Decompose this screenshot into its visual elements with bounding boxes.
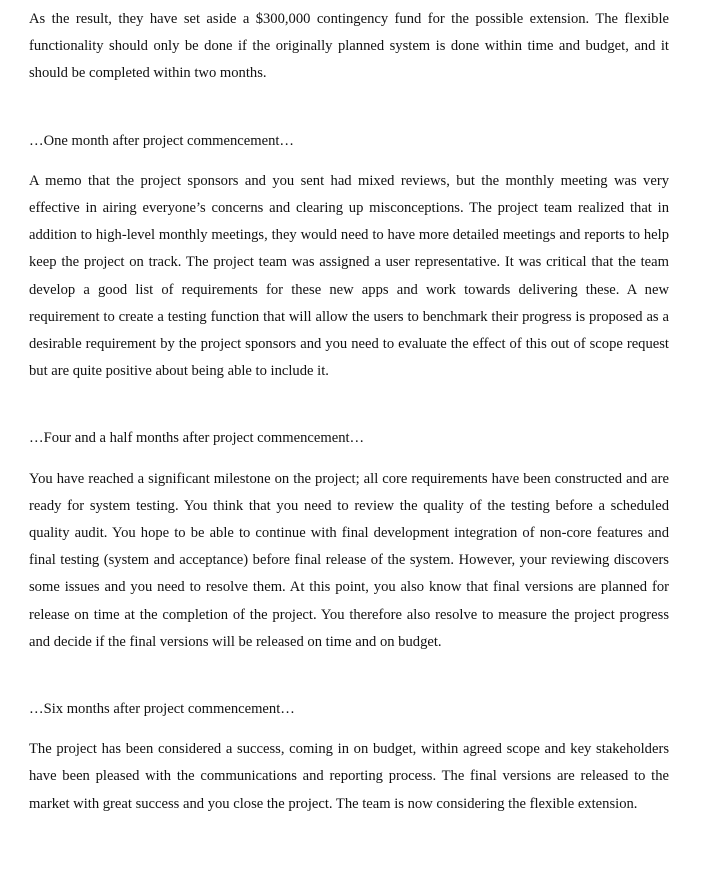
spacer — [29, 155, 669, 168]
spacer — [29, 453, 669, 466]
document-page — [29, 6, 669, 818]
section-heading-one-month: …One month after project commencement… — [29, 132, 295, 149]
spacer — [29, 88, 669, 128]
section-heading-six-months: …Six months after project commencement… — [29, 701, 295, 718]
spacer — [29, 723, 669, 736]
section-body-six-months: The project has been considered a success, coming in on budget, within agreed scope and key stakeholders have been pleased with the communications and reporting process. The final versions are released to the market with great success and you close the project. The team is now considering the flexible extension. — [29, 741, 669, 812]
spacer — [29, 385, 669, 425]
section-body-four-and-a-half-months: You have reached a significant milestone on the project; all core requirements have been constructed and are ready for system testing. You think that you need to review the quality of the testing before a scheduled quality audit. You hope to be able to continue with final development integration of non-core features and final testing (system and acceptance) before final release of the system. However, your reviewing discovers some issues and you need to resolve them. At this point, you also know that final versions are planned for release on time at the completion of the project. You therefore also resolve to measure the project progress and decide if the final versions will be released on time and on budget. — [29, 470, 669, 650]
section-body-one-month: A memo that the project sponsors and you sent had mixed reviews, but the monthly meeting was very effective in airing everyone’s concerns and clearing up misconceptions. The project team realized that in addition to high-level monthly meetings, they would need to have more detailed meetings and reports to help keep the project on track. The project team was assigned a user representative. It was critical that the team develop a good list of requirements for these new apps and work towards delivering these. A new requirement to create a testing function that will allow the users to benchmark their progress is proposed as a desirable requirement by the project sponsors and you need to evaluate the effect of this out of scope request but are quite positive about being able to include it. — [29, 172, 669, 380]
spacer — [29, 656, 669, 696]
section-heading-four-and-a-half-months: …Four and a half months after project commencement… — [29, 430, 365, 447]
intro-paragraph: As the result, they have set aside a $300,000 contingency fund for the possible extension. The flexible functionality should only be done if the originally planned system is done within time and budget, and it should be completed within two months. — [29, 11, 669, 82]
